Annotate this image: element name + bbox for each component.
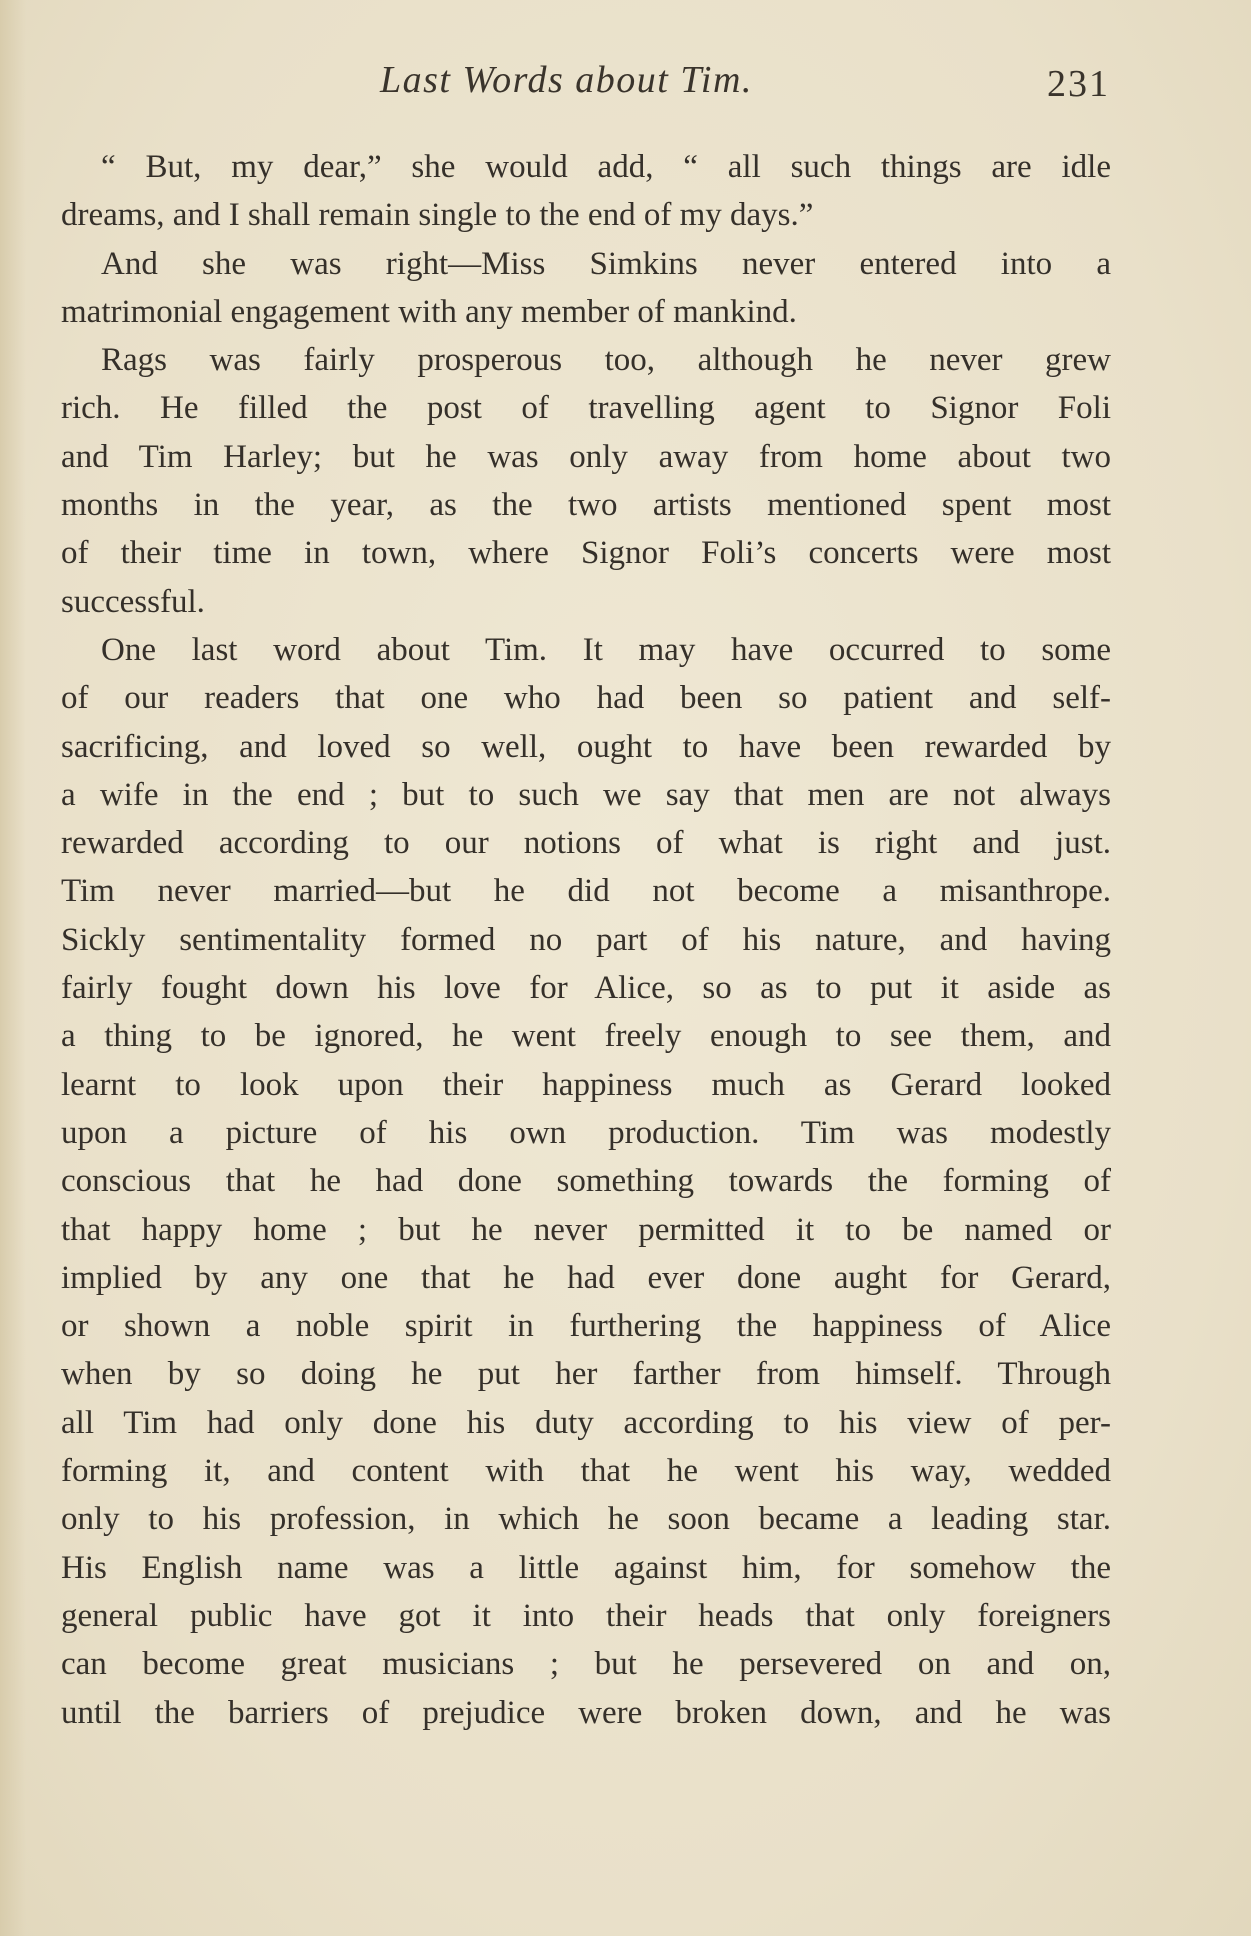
text-line: or shown a noble spirit in furthering the happiness of Alice [61,1308,1111,1345]
text-line: “ But, my dear,” she would add, “ all such things are idle [101,149,1111,185]
page-gutter-shadow [0,0,26,1936]
text-line: dreams, and I shall remain single to the end of my days.” [61,197,814,234]
text-line: And she was right—Miss Simkins never entered into a [101,245,1111,282]
page-number: 231 [1047,63,1110,105]
text-line: His English name was a little against him, for somehow the [61,1549,1111,1586]
text-line: forming it, and content with that he went his way, wedded [61,1453,1111,1490]
text-line: a wife in the end ; but to such we say that men are not always [61,776,1111,813]
text-line: when by so doing he put her farther from himself. Through [61,1356,1111,1393]
text-line: upon a picture of his own production. Tim was modestly [61,1114,1111,1151]
text-line: Tim never married—but he did not become a misanthrope. [61,873,1111,910]
text-line: rich. He filled the post of travelling agent to Signor Foli [61,390,1111,427]
text-line: months in the year, as the two artists mentioned spent most [61,487,1111,524]
text-line: Rags was fairly prosperous too, although he never grew [101,342,1111,379]
text-line: and Tim Harley; but he was only away from home about two [61,438,1111,475]
text-line: all Tim had only done his duty according to his view of per- [61,1404,1111,1441]
body-text [61,143,1111,1737]
text-line: conscious that he had done something towards the forming of [61,1163,1111,1200]
text-line: implied by any one that he had ever done aught for Gerard, [61,1259,1111,1296]
text-line: can become great musicians ; but he persevered on and on, [61,1646,1111,1683]
text-line: of our readers that one who had been so patient and self- [61,680,1111,717]
text-line: only to his profession, in which he soon became a leading star. [61,1501,1111,1538]
text-line: matrimonial engagement with any member of mankind. [61,293,797,330]
text-line: until the barriers of prejudice were broken down, and he was [61,1694,1111,1731]
text-line: general public have got it into their heads that only foreigners [61,1597,1111,1634]
text-line: successful. [61,583,205,620]
text-line: sacrificing, and loved so well, ought to have been rewarded by [61,728,1111,765]
text-line: a thing to be ignored, he went freely enough to see them, and [61,1018,1111,1055]
text-line: One last word about Tim. It may have occurred to some [101,631,1111,668]
running-head-title: Last Words about Tim. [380,59,753,101]
running-head [0,58,1251,108]
text-line: rewarded according to our notions of what is right and just. [61,825,1111,862]
text-line: of their time in town, where Signor Foli’s concerts were most [61,535,1111,572]
text-line: learnt to look upon their happiness much as Gerard looked [61,1066,1111,1103]
text-line: that happy home ; but he never permitted it to be named or [61,1211,1111,1248]
text-line: fairly fought down his love for Alice, so as to put it aside as [61,970,1111,1007]
text-line: Sickly sentimentality formed no part of his nature, and having [61,921,1111,958]
